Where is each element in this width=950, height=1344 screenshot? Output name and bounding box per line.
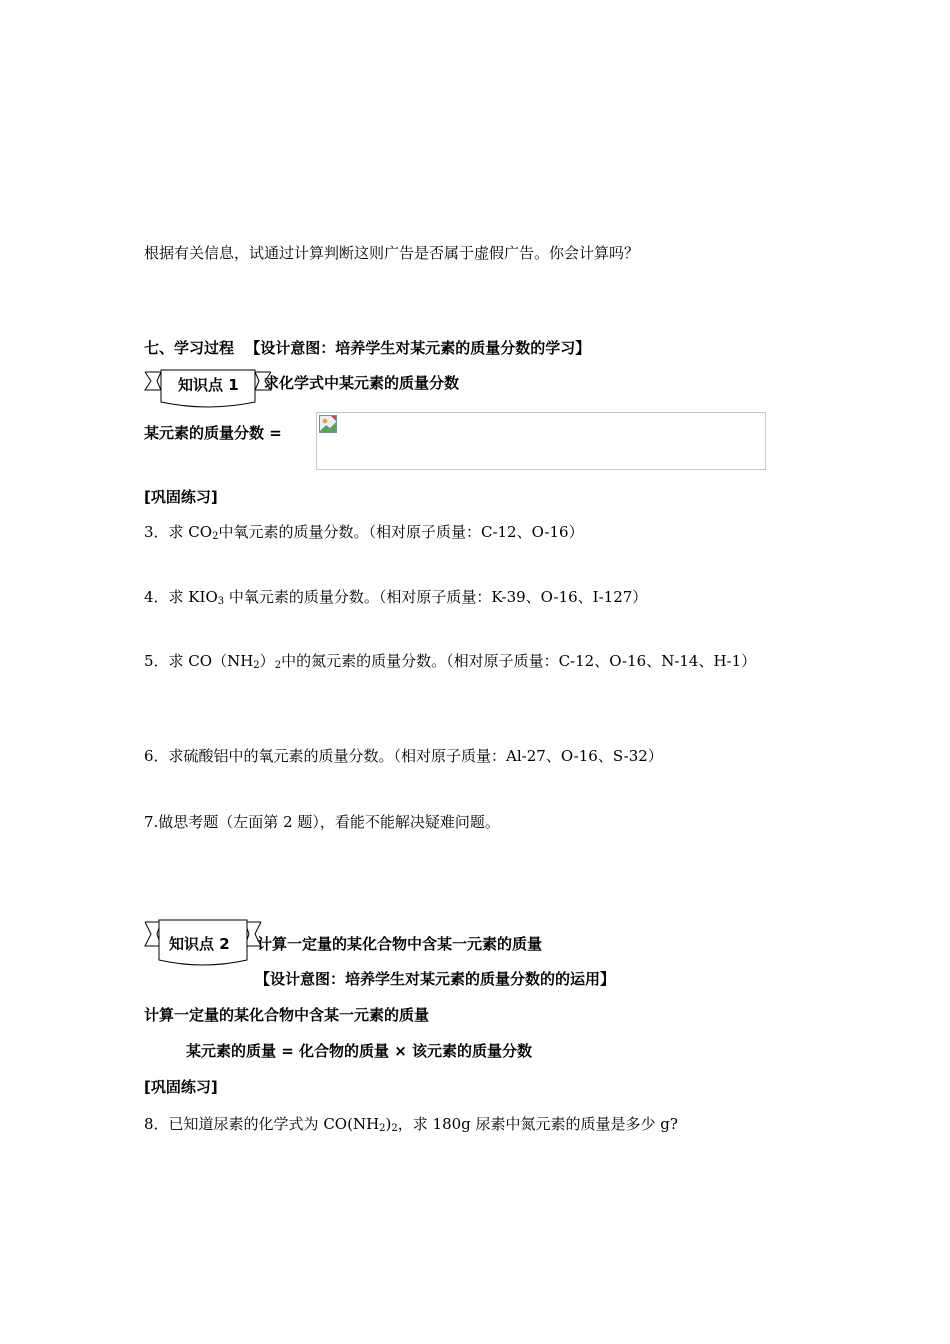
knowledge-point-2-label: 知识点 2 <box>169 935 230 953</box>
question-5-rest: 中的氮元素的质量分数。（相对原子质量：C-12、O-16、N-14、H-1） <box>281 652 757 670</box>
subscript: 2 <box>379 1123 386 1134</box>
subscript: 3 <box>217 596 225 607</box>
question-6: 6．求硫酸铝中的氧元素的质量分数。（相对原子质量：Al-27、O-16、S-32） <box>144 747 663 765</box>
section-heading <box>144 338 590 358</box>
practice-label-2: [巩固练习] <box>144 1078 218 1096</box>
question-5 <box>144 651 756 671</box>
question-4-part: 4．求 KIO <box>144 588 218 606</box>
question-5-part: 5．求 CO（NH <box>144 652 254 670</box>
question-3-rest: 中氧元素的质量分数。（相对原子质量：C-12、O-16） <box>218 523 584 541</box>
subscript: 2 <box>274 660 282 671</box>
knowledge-point-2-badge <box>143 918 263 970</box>
question-4-rest: 中氧元素的质量分数。（相对原子质量：K-39、O-16、I-127） <box>224 588 648 606</box>
question-4 <box>144 587 647 607</box>
knowledge-point-1-label: 知识点 1 <box>178 376 239 394</box>
broken-image-icon <box>319 415 337 433</box>
question-5-part: ） <box>259 652 275 670</box>
knowledge-point-1-title: 求化学式中某元素的质量分数 <box>264 374 460 392</box>
section-title: 七、学习过程 <box>144 339 235 357</box>
practice-label-1: [巩固练习] <box>144 488 218 506</box>
subscript: 2 <box>253 660 260 671</box>
question-3-part: 3．求 CO <box>144 523 213 541</box>
formula-image-placeholder <box>316 412 766 470</box>
design-intent: 【设计意图：培养学生对某元素的质量分数的学习】 <box>245 339 591 357</box>
knowledge-point-1-badge <box>143 368 273 410</box>
knowledge-point-2-intent: 【设计意图：培养学生对某元素的质量分数的的运用】 <box>255 970 616 988</box>
question-8-part: 8．已知道尿素的化学式为 CO(NH <box>144 1115 380 1133</box>
question-3 <box>144 522 584 542</box>
question-8 <box>144 1114 678 1134</box>
question-8-rest: ，求 180g 尿素中氮元素的质量是多少 g? <box>397 1115 678 1133</box>
question-8-part: ) <box>385 1115 392 1133</box>
question-7: 7.做思考题（左面第 2 题），看能不能解决疑难问题。 <box>144 813 500 831</box>
formula-2: 某元素的质量 = 化合物的质量 × 该元素的质量分数 <box>186 1042 533 1060</box>
subscript: 2 <box>212 531 219 542</box>
kp2-heading: 计算一定量的某化合物中含某一元素的质量 <box>144 1006 430 1024</box>
formula-1-label: 某元素的质量分数 = <box>144 424 282 442</box>
knowledge-point-2-title: 计算一定量的某化合物中含某一元素的质量 <box>257 935 543 953</box>
intro-text: 根据有关信息，试通过计算判断这则广告是否属于虚假广告。你会计算吗？ <box>144 244 640 262</box>
subscript: 2 <box>391 1123 398 1134</box>
